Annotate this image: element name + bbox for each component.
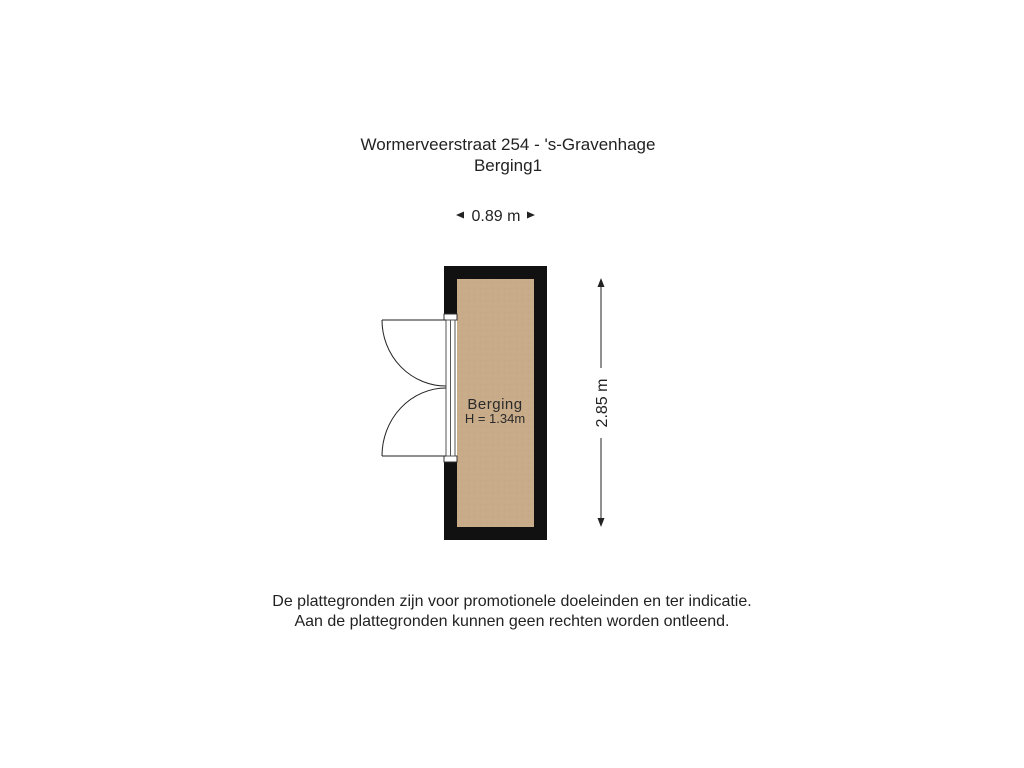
wall-right bbox=[534, 266, 547, 540]
door-swing-icon bbox=[382, 320, 446, 456]
disclaimer-line-1: De plattegronden zijn voor promotionele doeleinden en ter indicatie. bbox=[272, 593, 752, 610]
length-dimension bbox=[594, 278, 611, 527]
width-dimension bbox=[456, 208, 535, 225]
arrow-up-icon bbox=[598, 278, 605, 287]
wall-bottom bbox=[444, 527, 547, 540]
address-title: Wormerveerstraat 254 - 's-Gravenhage bbox=[360, 135, 656, 154]
room-name: Berging bbox=[467, 396, 523, 413]
floor-name: Berging1 bbox=[473, 156, 543, 175]
disclaimer-line-2: Aan de plattegronden kunnen geen rechten worden ontleend. bbox=[294, 613, 730, 630]
arrow-left-icon bbox=[456, 212, 464, 219]
door-swing-top bbox=[382, 320, 446, 386]
door-swing-bottom bbox=[382, 388, 446, 456]
wall-left-lower bbox=[444, 462, 457, 540]
wall-left-upper bbox=[444, 266, 457, 314]
room-height: H = 1.34m bbox=[464, 411, 526, 426]
width-label: 0.89 m bbox=[471, 208, 521, 225]
arrow-right-icon bbox=[527, 212, 535, 219]
wall-top bbox=[444, 266, 547, 279]
arrow-down-icon bbox=[598, 518, 605, 527]
door-frame-top bbox=[444, 314, 457, 320]
length-label: 2.85 m bbox=[594, 378, 611, 428]
door-frame-bottom bbox=[444, 456, 457, 462]
disclaimer bbox=[0, 592, 1024, 632]
